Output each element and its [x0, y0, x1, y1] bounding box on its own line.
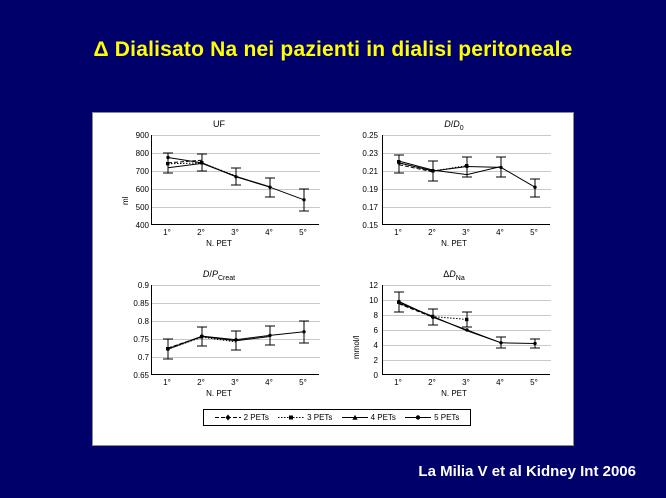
chart-d-p-creat-xtick-4: 4°: [265, 378, 273, 387]
chart-uf-series: [152, 135, 320, 225]
chart-d-p-creat-xtick-3: 3°: [231, 378, 239, 387]
legend-label-2-pets: 2 PETs: [243, 413, 269, 422]
legend-marker-circle-icon: [405, 413, 431, 422]
legend-marker-triangle-icon: [342, 413, 368, 422]
chart-d-d0-title: $D/D_0$: [444, 119, 464, 132]
chart-delta-d-na: [338, 269, 570, 401]
chart-d-d0-xtick-1: 1°: [394, 228, 402, 237]
chart-d-d0-plot: [382, 135, 550, 225]
chart-d-d0-ytick-021: 0.21: [362, 167, 378, 176]
chart-delta-d-na-xtitle: N. PET: [441, 389, 467, 398]
page-title: Δ Dialisato Na nei pazienti in dialisi peritoneale: [93, 38, 573, 61]
chart-uf-xtitle: N. PET: [206, 239, 232, 248]
chart-uf-ytick-500: 500: [135, 203, 149, 212]
chart-d-d0-ytick-017: 0.17: [362, 203, 378, 212]
chart-uf-ytick-400: 400: [135, 221, 149, 230]
chart-delta-d-na-xtick-2: 2°: [428, 378, 436, 387]
chart-d-p-creat-xtitle: N. PET: [206, 389, 232, 398]
legend-marker-diamond-icon: [215, 413, 241, 422]
chart-d-d0-series: [383, 135, 551, 225]
chart-d-d0-ytick-023: 0.23: [362, 149, 378, 158]
chart-d-d0-ytick-015: 0.15: [362, 221, 378, 230]
chart-delta-d-na-ytick-8: 8: [373, 311, 378, 320]
chart-uf-ytick-600: 600: [135, 185, 149, 194]
legend-marker-square-icon: [278, 413, 304, 422]
chart-delta-d-na-ytick-4: 4: [373, 341, 378, 350]
legend-label-3-pets: 3 PETs: [307, 413, 333, 422]
chart-delta-d-na-xtick-4: 4°: [496, 378, 504, 387]
chart-panel: [92, 112, 574, 446]
chart-d-d0-xtick-5: 5°: [530, 228, 538, 237]
legend-label-4-pets: 4 PETs: [370, 413, 396, 422]
chart-uf-ytick-800: 800: [135, 149, 149, 158]
chart-d-d0-ytick-025: 0.25: [362, 131, 378, 140]
chart-d-p-creat-ytick-07: 0.7: [137, 353, 149, 362]
chart-uf-title: UF: [213, 119, 225, 129]
chart-delta-d-na-xtick-1: 1°: [394, 378, 402, 387]
chart-d-p-creat-title: $D/P_{Creat}$: [202, 269, 236, 282]
chart-d-d0-xtick-2: 2°: [428, 228, 436, 237]
legend-item-3-pets: [278, 413, 332, 422]
chart-delta-d-na-ytick-0: 0: [373, 371, 378, 380]
legend-label-5-pets: 5 PETs: [434, 413, 460, 422]
chart-d-p-creat-ytick-065: 0.65: [133, 371, 149, 380]
chart-delta-d-na-ylabel: mmol/l: [352, 335, 361, 359]
chart-uf-xtick-1: 1°: [163, 228, 171, 237]
chart-uf-ytick-900: 900: [135, 131, 149, 140]
chart-delta-d-na-ytick-10: 10: [369, 296, 378, 305]
chart-uf-xtick-4: 4°: [265, 228, 273, 237]
chart-uf: [103, 119, 335, 251]
chart-uf-ylabel: ml: [121, 196, 130, 205]
chart-d-p-creat-xtick-5: 5°: [299, 378, 307, 387]
chart-delta-d-na-xtick-5: 5°: [530, 378, 538, 387]
legend-item-5-pets: [405, 413, 459, 422]
chart-d-p-creat-ytick-085: 0.85: [133, 299, 149, 308]
chart-delta-d-na-ytick-6: 6: [373, 326, 378, 335]
chart-uf-xtick-5: 5°: [299, 228, 307, 237]
legend-item-4-pets: [342, 413, 396, 422]
legend-item-2-pets: [215, 413, 269, 422]
chart-d-p-creat-series: [152, 285, 320, 375]
chart-delta-d-na-title: $\Delta D_{Na}$: [443, 269, 465, 282]
chart-delta-d-na-xtick-3: 3°: [462, 378, 470, 387]
chart-d-d0: [338, 119, 570, 251]
chart-d-p-creat-ytick-09: 0.9: [137, 281, 149, 290]
chart-d-d0-xtitle: N. PET: [441, 239, 467, 248]
chart-delta-d-na-plot: [382, 285, 550, 375]
chart-uf-ytick-700: 700: [135, 167, 149, 176]
chart-d-p-creat: [103, 269, 335, 401]
chart-d-p-creat-xtick-1: 1°: [163, 378, 171, 387]
chart-uf-plot: [151, 135, 319, 225]
chart-legend: [203, 409, 471, 426]
chart-d-p-creat-plot: [151, 285, 319, 375]
chart-d-p-creat-ytick-08: 0.8: [137, 317, 149, 326]
chart-d-d0-xtick-3: 3°: [462, 228, 470, 237]
chart-delta-d-na-series: [383, 285, 551, 375]
chart-d-p-creat-ytick-075: 0.75: [133, 335, 149, 344]
chart-d-d0-xtick-4: 4°: [496, 228, 504, 237]
chart-d-d0-ytick-019: 0.19: [362, 185, 378, 194]
chart-delta-d-na-ytick-2: 2: [373, 356, 378, 365]
chart-d-p-creat-xtick-2: 2°: [197, 378, 205, 387]
citation-footer: La Milia V et al Kidney Int 2006: [418, 463, 636, 480]
chart-delta-d-na-ytick-12: 12: [369, 281, 378, 290]
chart-uf-xtick-2: 2°: [197, 228, 205, 237]
chart-uf-xtick-3: 3°: [231, 228, 239, 237]
